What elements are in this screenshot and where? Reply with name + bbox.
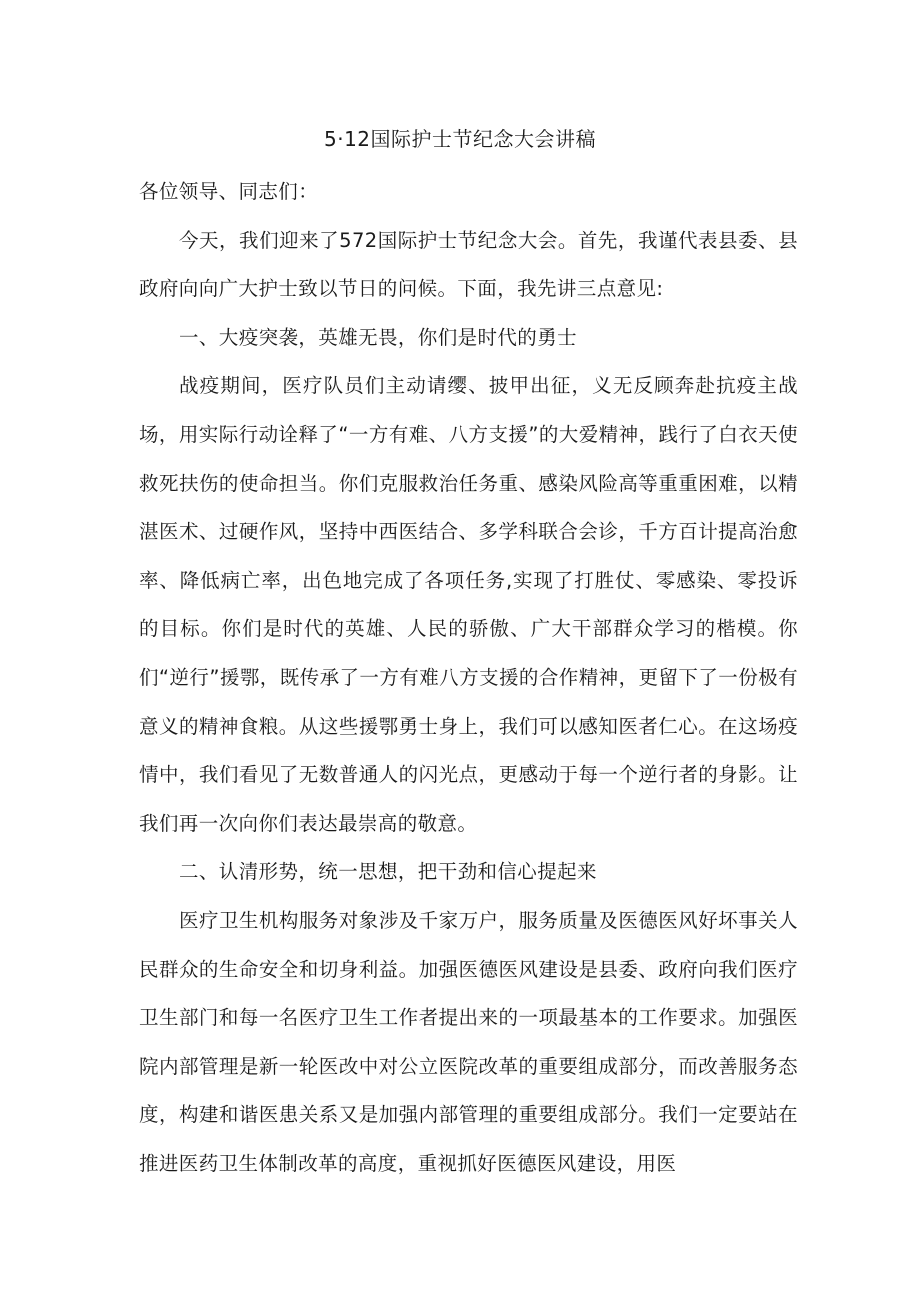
salutation: 各位领导、同志们：	[139, 180, 319, 203]
section-heading-1: 一、大疫突袭，英雄无畏，你们是时代的勇士	[179, 325, 578, 349]
paragraph-section-2: 医疗卫生机构服务对象涉及千家万户，服务质量及医德医风好坏事关人民群众的生命安全和切身利益。加强医德医风建设是县委、政府向我们医疗卫生部门和每一名医疗卫生工作者提出来的一项最基本的工作要求。加强医院内部管理是新一轮医改中对公立医院改革的重要组成部分，而改善服务态度，构建和谐医患关系又是加强内部管理的重要组成部分。我们一定要站在推进医药卫生体制改革的高度，重视抓好医德医风建设，用医	[139, 908, 798, 1175]
document-body	[139, 168, 798, 1188]
section-heading-2: 二、认清形势，统一思想，把干劲和信心提起来	[179, 860, 597, 884]
paragraph-section-1: 战疫期间，医疗队员们主动请缨、披甲出征，义无反顾奔赴抗疫主战场，用实际行动诠释了“一方有难、八方支援”的大爱精神，践行了白衣天使救死扶伤的使命担当。你们克服救治任务重、感染风险高等重重困难，以精湛医术、过硬作风，坚持中西医结合、多学科联合会诊，千方百计提高治愈率、降低病亡率，出色地完成了各项任务,实现了打胜仗、零感染、零投诉的目标。你们是时代的英雄、人民的骄傲、广大干部群众学习的楷模。你们“逆行”援鄂，既传承了一方有难八方支援的合作精神，更留下了一份极有意义的精神食粮。从这些援鄂勇士身上，我们可以感知医者仁心。在这场疫情中，我们看见了无数普通人的闪光点，更感动于每一个逆行者的身影。让我们再一次向你们表达最崇高的敬意。	[139, 374, 798, 835]
document-title: 5·12国际护士节纪念大会讲稿	[323, 127, 597, 151]
paragraph-opening: 今天，我们迎来了572国际护士节纪念大会。首先，我谨代表县委、县政府向向广大护士致以节日的问候。下面，我先讲三点意见:	[139, 228, 798, 301]
